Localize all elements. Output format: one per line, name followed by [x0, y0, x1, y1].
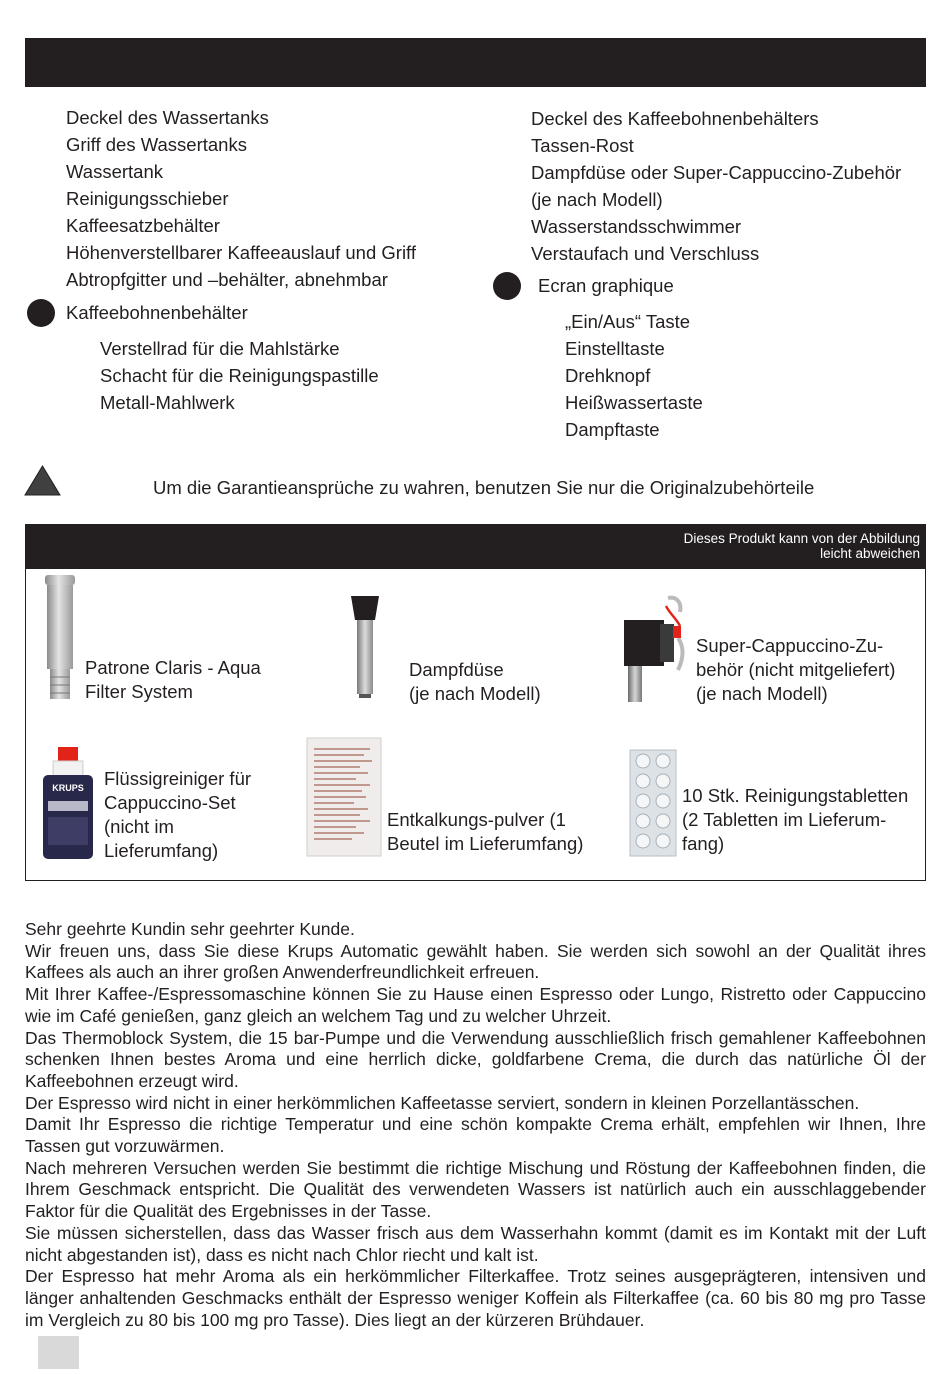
intro-paragraph: Nach mehreren Versuchen werden Sie bestimmt die richtige Mischung und Röstung der Kaffeebohnen finden, die Ihrem Geschmack entspricht. Die Qualität des verwendeten Wassers ist natürlich auch ein ausschlaggebender Faktor für die Qualität des Ergebnisses in der Tasse.	[25, 1157, 926, 1222]
warning-triangle-icon	[24, 465, 61, 496]
intro-paragraph: Damit Ihr Espresso die richtige Temperatur und eine schön kompakte Crema erhält, empfehlen wir Ihnen, Ihre Tassen gut vorzuwärmen.	[25, 1114, 926, 1157]
header-bar	[25, 38, 926, 87]
left-sublist	[100, 335, 379, 416]
left-list-item: Abtropfgitter und –behälter, abnehmbar	[66, 269, 388, 290]
right-subitem: Dampftaste	[565, 419, 660, 440]
accessory-label-cleaning-tablets: 10 Stk. Reinigungstabletten (2 Tabletten im Lieferum- fang)	[682, 785, 909, 854]
image-disclaimer: Dieses Produkt kann von der Abbildung leicht abweichen	[683, 531, 920, 561]
left-parts-list	[66, 104, 416, 293]
cappuccino-accessory-image	[618, 588, 690, 706]
right-section-title: Ecran graphique	[538, 275, 674, 296]
right-subitem: Drehknopf	[565, 365, 651, 386]
left-subitem: Metall-Mahlwerk	[100, 392, 235, 413]
intro-paragraph: Der Espresso wird nicht in einer herkömmlichen Kaffeetasse serviert, sondern in kleinen Porzellantässchen.	[25, 1092, 860, 1113]
accessory-label-descaling-powder: Entkalkungs-pulver (1 Beutel im Lieferumfang)	[387, 809, 584, 854]
steam-nozzle-image	[348, 592, 382, 700]
accessory-label-cappuccino: Super-Cappuccino-Zu- behör (nicht mitgeliefert) (je nach Modell)	[696, 635, 896, 704]
warranty-warning: Um die Garantieansprüche zu wahren, benutzen Sie nur die Originalzubehörteile	[153, 477, 815, 498]
right-sublist	[565, 308, 703, 443]
right-list-item: Dampfdüse oder Super-Cappuccino-Zubehör	[531, 162, 902, 183]
intro-paragraph: Sehr geehrte Kundin sehr geehrter Kunde.	[25, 919, 355, 939]
accessory-label-filter: Patrone Claris - Aqua Filter System	[85, 657, 261, 702]
accessory-label-liquid-cleaner: Flüssigreiniger für Cappuccino-Set (nicht im Lieferumfang)	[104, 768, 252, 861]
left-subitem: Verstellrad für die Mahlstärke	[100, 338, 340, 359]
right-list-item: (je nach Modell)	[531, 189, 663, 210]
page-number-tab	[38, 1336, 79, 1369]
left-list-item: Wassertank	[66, 161, 163, 182]
right-subitem: „Ein/Aus“ Taste	[565, 311, 691, 332]
filter-cartridge-image	[40, 573, 82, 703]
descaling-powder-sachet-image	[306, 737, 382, 857]
left-list-item: Deckel des Wassertanks	[66, 107, 269, 128]
right-subitem: Heißwassertaste	[565, 392, 703, 413]
left-section-title: Kaffeebohnenbehälter	[66, 302, 248, 323]
intro-paragraph: Sie müssen sicherstellen, dass das Wasser frisch aus dem Wasserhahn kommt (damit es im Kontakt mit der Luft nicht abgestanden ist), dass es nicht nach Chlor riecht und kalt ist.	[25, 1222, 926, 1265]
right-list-item: Deckel des Kaffeebohnenbehälters	[531, 108, 819, 129]
left-list-item: Kaffeesatzbehälter	[66, 215, 220, 236]
intro-paragraph: Wir freuen uns, dass Sie diese Krups Automatic gewählt haben. Sie werden sich sowohl an der Qualität ihres Kaffees als auch an ihrer großen Anwenderfreundlichkeit erfreuen.	[25, 940, 926, 983]
right-list-item: Wasserstandsschwimmer	[531, 216, 742, 237]
bottle-brand-label: KRUPS	[52, 783, 84, 793]
intro-text	[25, 919, 926, 1331]
right-list-item: Tassen-Rost	[531, 135, 634, 156]
left-list-item: Höhenverstellbarer Kaffeeauslauf und Griff	[66, 242, 417, 263]
right-list-item: Verstaufach und Verschluss	[531, 243, 760, 264]
left-list-item: Reinigungsschieber	[66, 188, 229, 209]
intro-paragraph: Mit Ihrer Kaffee-/Espressomaschine können Sie zu Hause einen Espresso oder Lungo, Ristretto oder Cappuccino wie im Café genießen, ganz gleich an welchem Tag und zu welcher Uhrzeit.	[25, 984, 926, 1026]
section-bullet-icon	[493, 272, 521, 300]
accessory-label-steam-nozzle: Dampfdüse (je nach Modell)	[409, 659, 541, 704]
intro-paragraph: Das Thermoblock System, die 15 bar-Pumpe und die Verwendung ausschließlich frisch gemahlener Kaffeebohnen schenken Ihnen bestes Aroma und eine herrlich dicke, goldfarbene Crema, die durch das natürliche Öl der Kaffeebohnen erzeugt wird.	[25, 1027, 926, 1091]
liquid-cleaner-bottle-image	[40, 745, 98, 863]
accessories-header	[25, 524, 926, 569]
right-parts-list	[531, 105, 901, 267]
right-subitem: Einstelltaste	[565, 338, 665, 359]
left-list-item: Griff des Wassertanks	[66, 134, 247, 155]
intro-paragraph: Der Espresso hat mehr Aroma als ein herkömmlicher Filterkaffee. Trotz seines ausgeprägteren, intensiven und länger anhaltenden Geschmacks enthält der Espresso weniger Koffein als Filterkaffee (ca. 60 bis 80 mg pro Tasse im Vergleich zu 80 bis 100 mg pro Tasse). Dies liegt an der kürzeren Brühdauer.	[25, 1266, 926, 1330]
cleaning-tablets-image	[629, 749, 677, 857]
left-subitem: Schacht für die Reinigungspastille	[100, 365, 379, 386]
section-bullet-icon	[27, 299, 55, 327]
